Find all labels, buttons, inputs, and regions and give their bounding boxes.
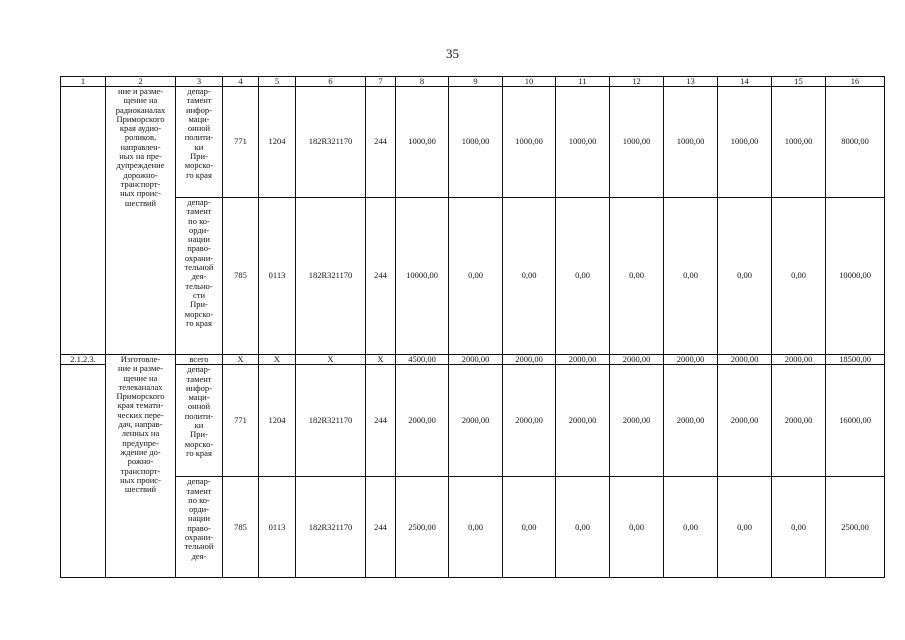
cell-c6: 182R321170	[296, 365, 366, 477]
cell-c13: 1000,00	[664, 87, 718, 198]
col-header: 14	[718, 77, 772, 87]
item-name: Изготовле- ние и разме- щение на телеканалах Приморского края темати- ческих пере- дач, направ- ленных на предупре- ждение до- рожно- транспорт- ных проис- шествий	[106, 355, 176, 578]
cell-c8: 2000,00	[396, 365, 449, 477]
cell-c14: 2000,00	[718, 365, 772, 477]
col-header: 8	[396, 77, 449, 87]
cell-c14: 0,00	[718, 477, 772, 578]
cell-c15: 1000,00	[772, 87, 826, 198]
cell-c7: 244	[366, 365, 396, 477]
cell-c11: 2000,00	[556, 355, 610, 365]
cell-c11: 0,00	[556, 198, 610, 355]
cell-c14: 2000,00	[718, 355, 772, 365]
cell-c7: 244	[366, 87, 396, 198]
cell-c8: 10000,00	[396, 198, 449, 355]
cell-c16: 18500,00	[826, 355, 885, 365]
executor: депар- тамент по ко- орди- нации право- охрани- тельной дея-	[176, 477, 223, 578]
cell-c9: 2000,00	[449, 365, 503, 477]
cell-c13: 0,00	[664, 198, 718, 355]
col-header: 4	[223, 77, 259, 87]
cell-c9: 2000,00	[449, 355, 503, 365]
cell-c4: 785	[223, 198, 259, 355]
cell-c5: 0113	[259, 198, 296, 355]
cell-c7: 244	[366, 198, 396, 355]
col-header: 5	[259, 77, 296, 87]
cell-c5: X	[259, 355, 296, 365]
executor: депар- тамент инфор- маци- онной полити- ки При- морско- го края	[176, 87, 223, 198]
cell-c15: 2000,00	[772, 355, 826, 365]
cell-c5: 1204	[259, 365, 296, 477]
cell-c12: 0,00	[610, 198, 664, 355]
cell-c5: 0113	[259, 477, 296, 578]
cell-c12: 1000,00	[610, 87, 664, 198]
cell-c12: 2000,00	[610, 365, 664, 477]
cell-c6: 182R321170	[296, 87, 366, 198]
budget-table	[60, 76, 885, 578]
col-header: 15	[772, 77, 826, 87]
col-header: 16	[826, 77, 885, 87]
cell-c6: 182R321170	[296, 198, 366, 355]
cell-c4: 771	[223, 87, 259, 198]
item-number: 2.1.2.3.	[61, 355, 106, 365]
cell-c15: 2000,00	[772, 365, 826, 477]
cell-c14: 0,00	[718, 198, 772, 355]
col-header: 2	[106, 77, 176, 87]
cell-c13: 2000,00	[664, 355, 718, 365]
cell-c13: 2000,00	[664, 365, 718, 477]
col-header: 6	[296, 77, 366, 87]
col-header: 3	[176, 77, 223, 87]
cell-c10: 2000,00	[503, 355, 556, 365]
cell-c15: 0,00	[772, 477, 826, 578]
cell-c16: 10000,00	[826, 198, 885, 355]
item-number	[61, 87, 106, 355]
cell-c12: 0,00	[610, 477, 664, 578]
page-number: 35	[446, 46, 459, 61]
cell-c4: 771	[223, 365, 259, 477]
cell-c13: 0,00	[664, 477, 718, 578]
cell-c4: X	[223, 355, 259, 365]
cell-c9: 0,00	[449, 477, 503, 578]
col-header: 7	[366, 77, 396, 87]
cell-c11: 0,00	[556, 477, 610, 578]
cell-c9: 1000,00	[449, 87, 503, 198]
table-row	[61, 87, 885, 198]
cell-c10: 2000,00	[503, 365, 556, 477]
table-row-total	[61, 355, 885, 365]
item-name: ние и разме- щение на радиоканалах Приморского края аудио- роликов, направлен- ных на пре- дупреждение дорожно- транспорт- ных проис- шествий	[106, 87, 176, 355]
cell-c8: 2500,00	[396, 477, 449, 578]
col-header: 11	[556, 77, 610, 87]
col-header: 13	[664, 77, 718, 87]
cell-c10: 0,00	[503, 477, 556, 578]
executor: депар- тамент по ко- орди- нации право- охрани- тельной дея- тельно- сти При- морско- го края	[176, 198, 223, 355]
executor: всего	[176, 355, 223, 365]
cell-c10: 0,00	[503, 198, 556, 355]
cell-c4: 785	[223, 477, 259, 578]
cell-c9: 0,00	[449, 198, 503, 355]
cell-c14: 1000,00	[718, 87, 772, 198]
cell-c10: 1000,00	[503, 87, 556, 198]
cell-c15: 0,00	[772, 198, 826, 355]
table-row	[61, 198, 885, 355]
col-header: 9	[449, 77, 503, 87]
col-header: 10	[503, 77, 556, 87]
item-number-empty	[61, 365, 106, 578]
cell-c16: 8000,00	[826, 87, 885, 198]
cell-c16: 16000,00	[826, 365, 885, 477]
cell-c8: 4500,00	[396, 355, 449, 365]
cell-c11: 1000,00	[556, 87, 610, 198]
cell-c6: 182R321170	[296, 477, 366, 578]
col-header: 12	[610, 77, 664, 87]
cell-c11: 2000,00	[556, 365, 610, 477]
col-header: 1	[61, 77, 106, 87]
cell-c16: 2500,00	[826, 477, 885, 578]
cell-c7: 244	[366, 477, 396, 578]
cell-c6: X	[296, 355, 366, 365]
table-row	[61, 365, 885, 477]
cell-c5: 1204	[259, 87, 296, 198]
cell-c8: 1000,00	[396, 87, 449, 198]
table-row	[61, 477, 885, 578]
header-row	[61, 77, 885, 87]
cell-c7: X	[366, 355, 396, 365]
executor: депар- тамент инфор- маци- онной полити- ки При- морско- го края	[176, 365, 223, 477]
cell-c12: 2000,00	[610, 355, 664, 365]
